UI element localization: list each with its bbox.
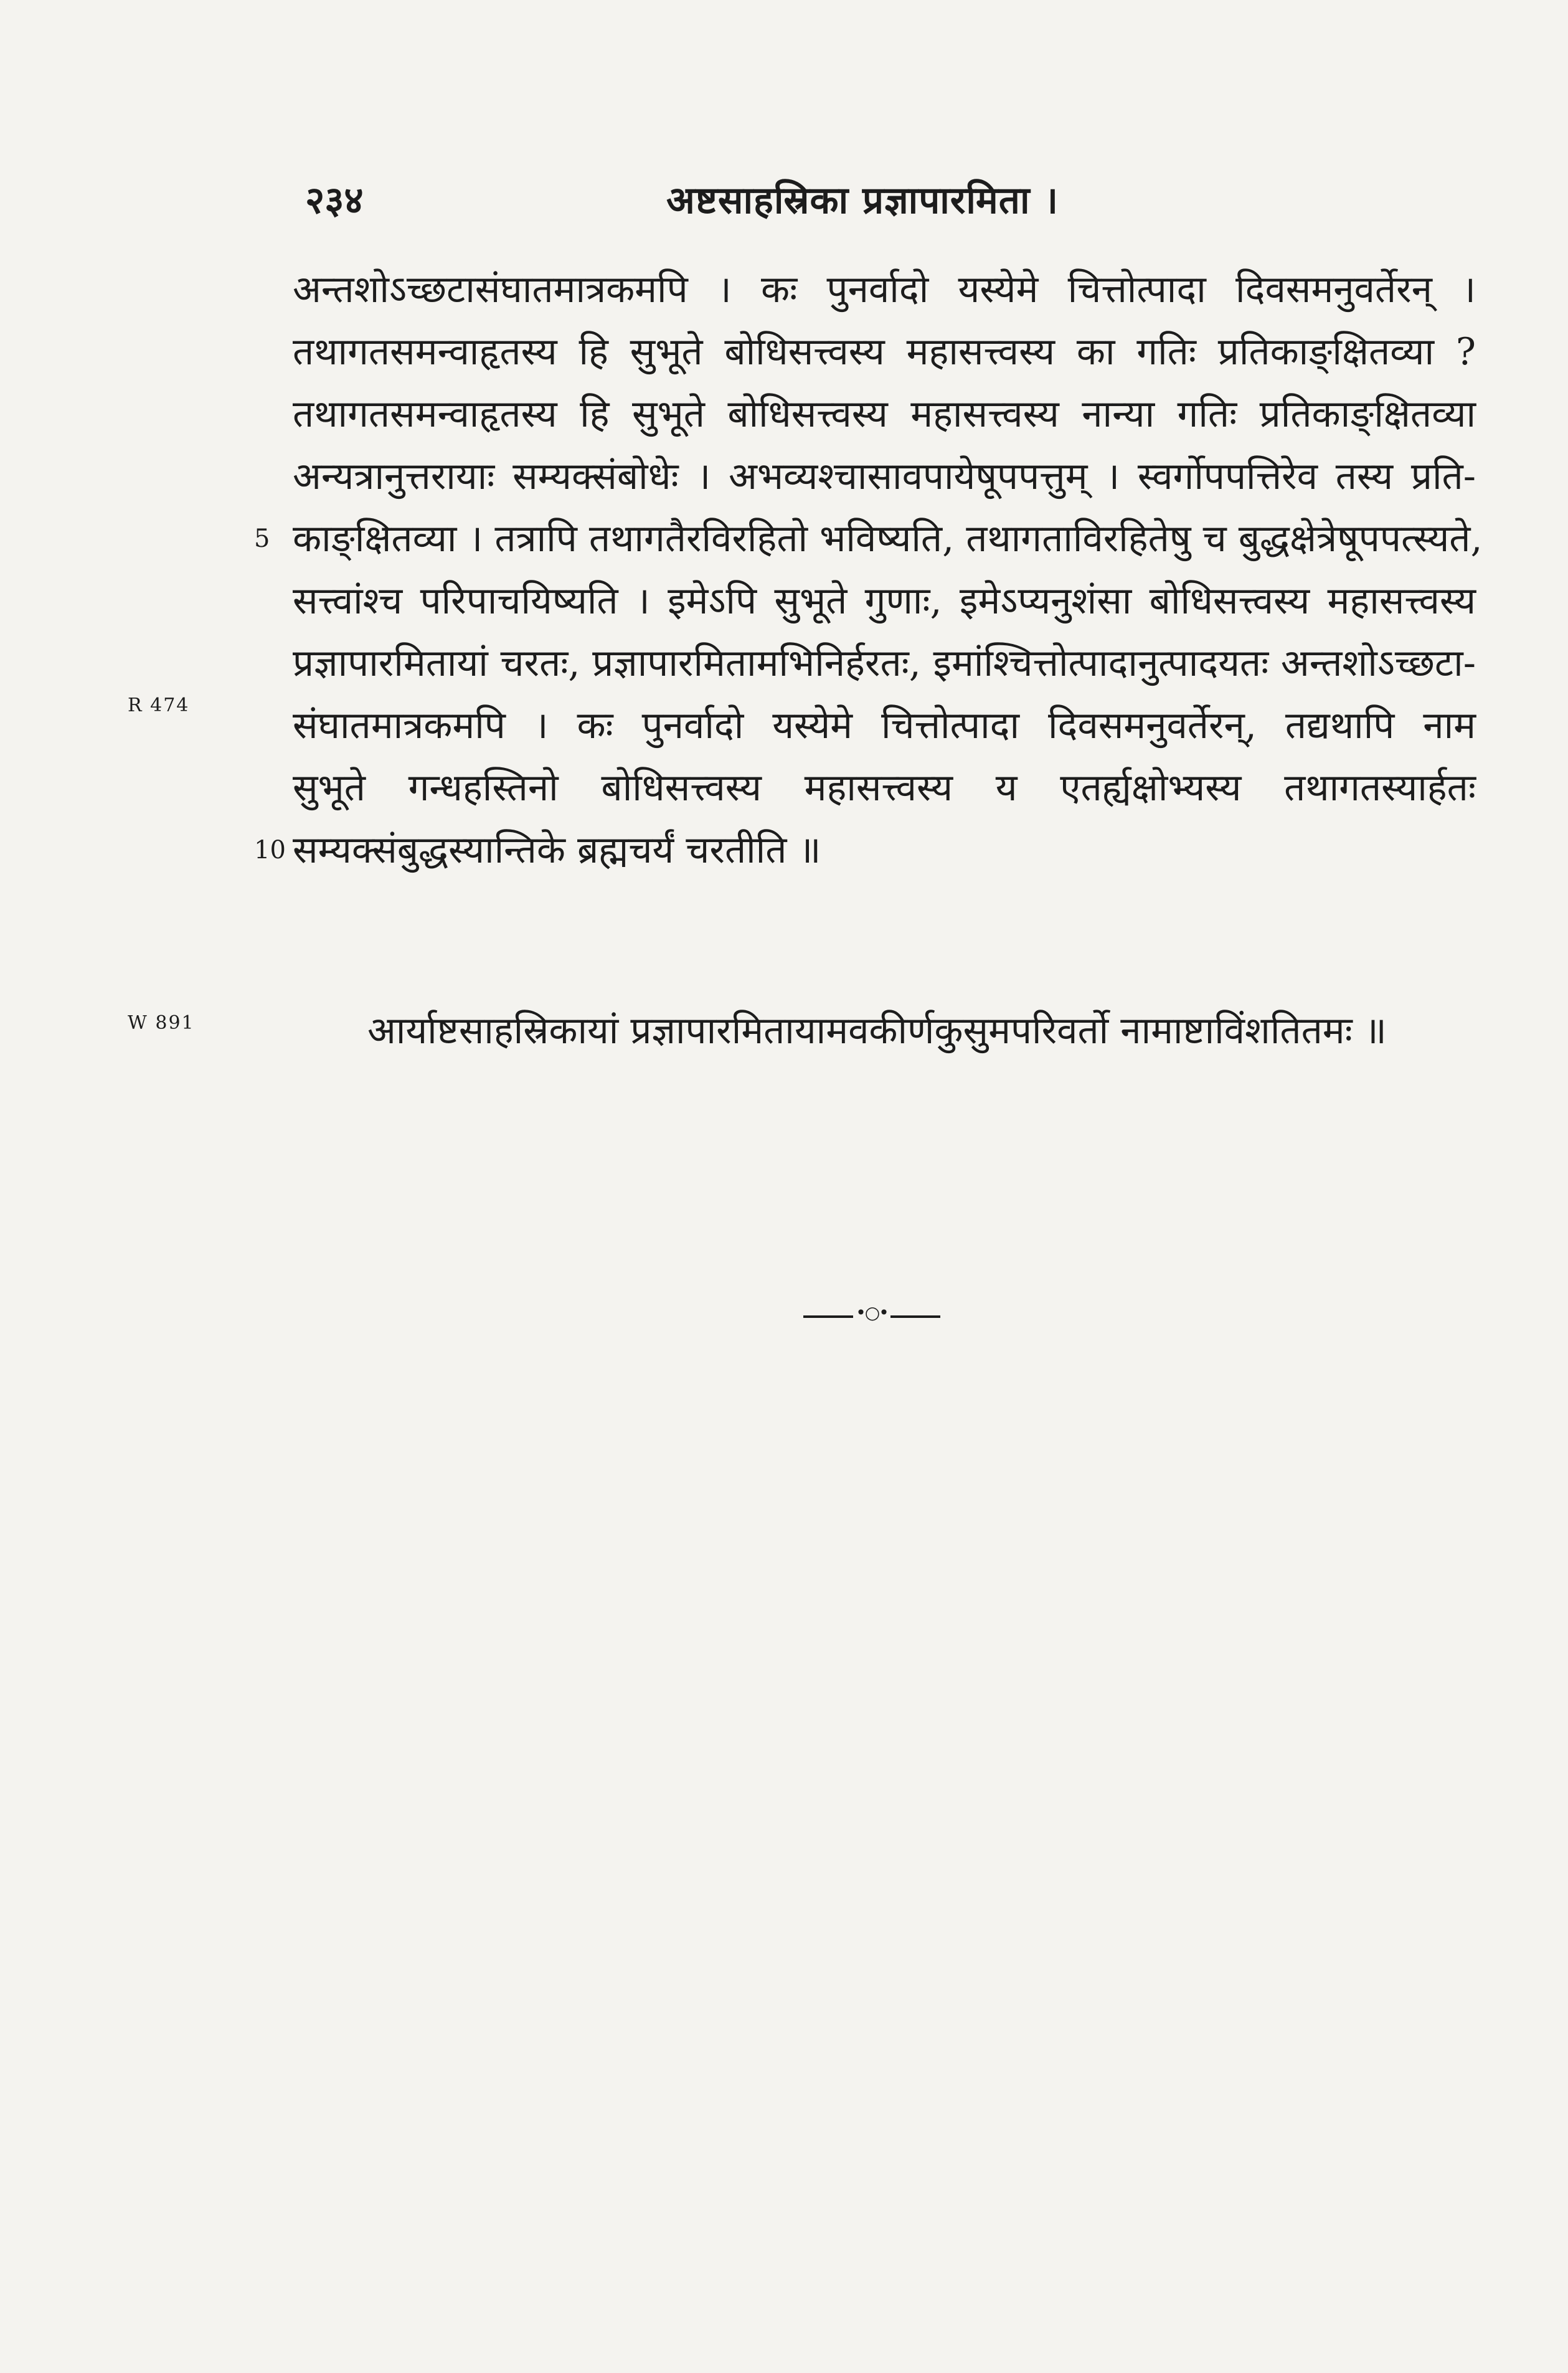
page-header — [293, 173, 1476, 229]
text-line-5: काङ्क्षितव्या । तत्रापि तथागतैरविरहितो भविष्यति, तथागताविरहितेषु च बुद्धक्षेत्रेषूपपत्स्यते, — [293, 517, 1483, 561]
text-line-4: अन्यत्रानुत्तरायाः सम्यक्संबोधेः । अभव्यश्चासावपायेषूपपत्तुम् । स्वर्गोपपत्तिरेव तस्य प्रति- — [293, 455, 1476, 498]
main-text — [254, 258, 1483, 881]
ornament-rule-left — [803, 1315, 853, 1318]
text-line-3: तथागतसमन्वाहृतस्य हि सुभूते बोधिसत्त्वस्य महासत्त्वस्य नान्या गतिः प्रतिकाङ्क्षितव्या — [293, 392, 1476, 436]
text-line-10-wrap — [254, 819, 1476, 881]
text-line-8: संघातमात्रकमपि । कः पुनर्वादो यस्येमे चित्तोत्पादा दिवसमनुवर्तेरन्, तद्यथापि नाम — [293, 704, 1476, 747]
text-line-1: अन्तशोऽच्छटासंघातमात्रकमपि । कः पुनर्वादो यस्येमे चित्तोत्पादा दिवसमनुवर्तेरन् । — [293, 268, 1476, 311]
text-line-5-wrap — [254, 508, 1483, 570]
line-number-5: 5 — [254, 524, 270, 553]
ornament-rule-right — [890, 1315, 940, 1318]
text-line-2: तथागतसमन्वाहृतस्य हि सुभूते बोधिसत्त्वस्य महासत्त्वस्य का गतिः प्रतिकाङ्क्षितव्या ? — [293, 330, 1476, 374]
chapter-colophon: आर्याष्टसाहस्रिकायां प्रज्ञापारमितायामवकीर्णकुसुमपरिवर्तो नामाष्टाविंशतितमः ॥ — [367, 1009, 1387, 1053]
line-number-10: 10 — [254, 836, 286, 864]
text-line-9: सुभूते गन्धहस्तिनो बोधिसत्त्वस्य महासत्त्वस्य य एतर्ह्यक्षोभ्यस्य तथागतस्यार्हतः — [293, 766, 1476, 810]
text-line-10: सम्यक्संबुद्धस्यान्तिके ब्रह्मचर्यं चरतीति ॥ — [293, 828, 821, 872]
margin-ref-r: R 474 — [128, 694, 190, 716]
ornament-center: •○• — [856, 1302, 888, 1323]
running-title: अष्टसाहस्रिका प्रज्ञापारमिता । — [666, 179, 1059, 222]
margin-ref-w: W 891 — [128, 1012, 195, 1034]
page-number: २३४ — [305, 179, 364, 222]
text-line-6: सत्त्वांश्च परिपाचयिष्यति । इमेऽपि सुभूते गुणाः, इमेऽप्यनुशंसा बोधिसत्त्वस्य महासत्त्वस्य — [293, 579, 1476, 623]
text-line-7: प्रज्ञापारमितायां चरतः, प्रज्ञापारमितामभिनिर्हरतः, इमांश्चित्तोत्पादानुत्पादयतः अन्तशोऽच्छटा- — [293, 642, 1476, 685]
end-ornament — [803, 1302, 940, 1323]
